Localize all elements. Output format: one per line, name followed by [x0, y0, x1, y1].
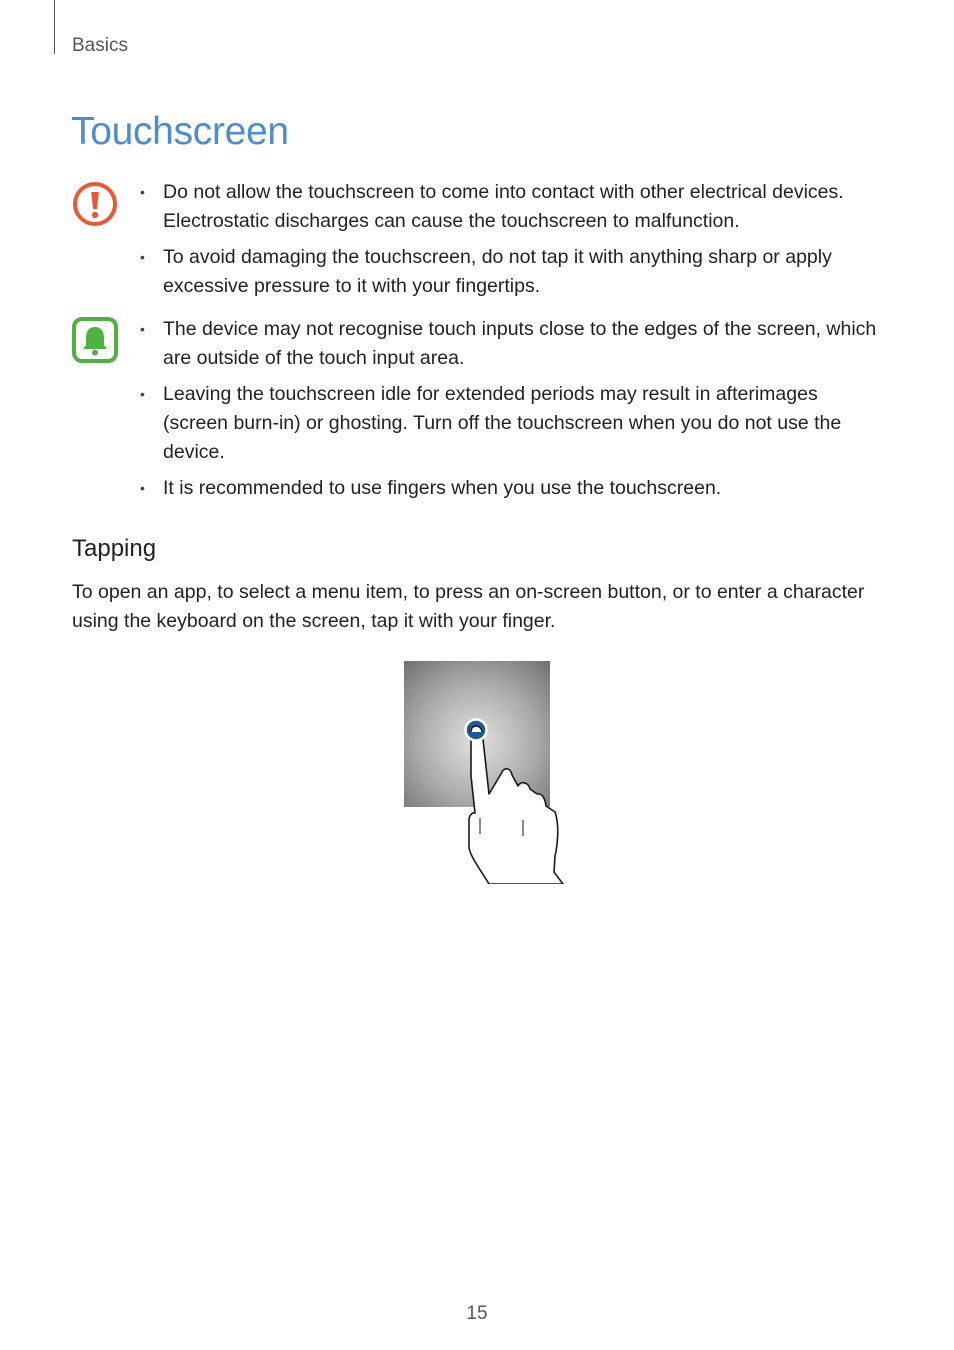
tapping-description: To open an app, to select a menu item, to press an on-screen button, or to enter a character using the keyboard on the screen, tap it with your finger.	[72, 581, 865, 632]
list-item	[140, 474, 882, 503]
info-note	[72, 315, 882, 515]
exclamation-icon	[72, 181, 118, 227]
bullet-dot: •	[140, 386, 145, 402]
warning-note	[72, 178, 882, 308]
list-item-text: To avoid damaging the touchscreen, do not tap it with anything sharp or apply excessive pressure to it with your fingertips.	[163, 246, 832, 297]
header-section: Basics	[72, 35, 128, 56]
list-item	[140, 315, 882, 373]
tap-gesture-illustration	[400, 658, 570, 884]
list-item	[140, 380, 882, 467]
bell-icon	[72, 317, 118, 363]
list-item-text: Leaving the touchscreen idle for extended periods may result in afterimages (screen burn-in) or ghosting. Turn off the touchscreen when you do not use the device.	[163, 383, 842, 463]
list-item	[140, 243, 882, 301]
header-rule	[54, 0, 55, 54]
page-number: 15	[466, 1303, 488, 1324]
list-item-text: It is recommended to use fingers when you use the touchscreen.	[163, 477, 722, 499]
bullet-dot: •	[140, 321, 145, 337]
page-title: Touchscreen	[71, 110, 289, 153]
bullet-dot: •	[140, 184, 145, 200]
list-item-text: Do not allow the touchscreen to come into contact with other electrical devices. Electrostatic discharges can cause the touchscreen to malfunction.	[163, 181, 844, 232]
info-list	[140, 315, 882, 510]
warning-list	[140, 178, 882, 308]
list-item-text: The device may not recognise touch inputs close to the edges of the screen, which are outside of the touch input area.	[163, 318, 877, 369]
section-heading-tapping: Tapping	[72, 535, 157, 562]
list-item	[140, 178, 882, 236]
bullet-dot: •	[140, 480, 145, 496]
bullet-dot: •	[140, 249, 145, 265]
